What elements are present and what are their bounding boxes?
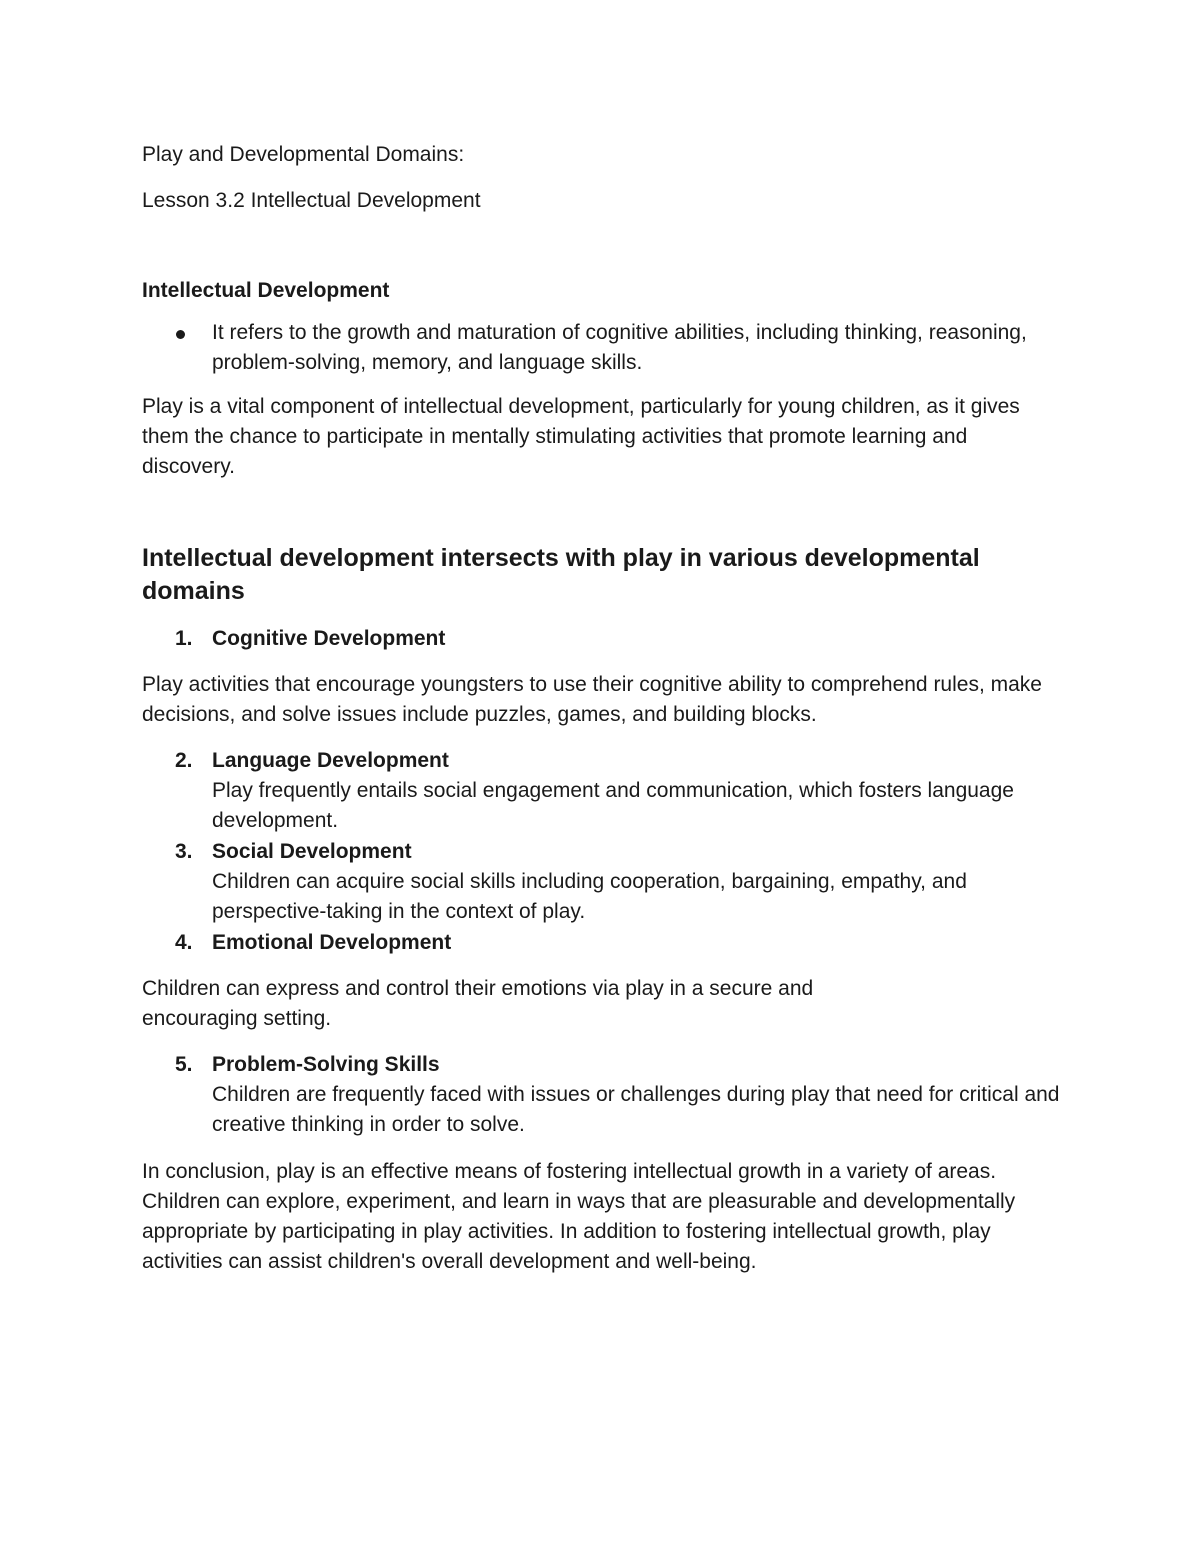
- cognitive-paragraph: Play activities that encourage youngsters to use their cognitive ability to comprehend rules, make decisions, and solve issues include puzzles, games, and building blocks.: [142, 673, 1042, 726]
- item-title: Problem-Solving Skills: [212, 1053, 440, 1076]
- conclusion-paragraph: In conclusion, play is an effective means of fostering intellectual growth in a variety of areas. Children can explore, experiment, and learn in ways that are pleasurable and developmentally appropriate by participating in play activities. In addition to fostering intellectual growth, play activities can assist children's overall development and well-being.: [142, 1160, 1016, 1273]
- list-item-social: [142, 837, 1062, 927]
- item-title: Emotional Development: [212, 931, 452, 954]
- domains-heading: Intellectual development intersects with play in various developmental domains: [142, 544, 980, 605]
- document-title: Play and Developmental Domains:: [142, 143, 465, 166]
- item-title: Language Development: [212, 749, 449, 772]
- list-number: 5.: [175, 1053, 193, 1076]
- definition-list: [142, 318, 1062, 378]
- list-item-emotional: [142, 928, 1062, 958]
- item-title: Social Development: [212, 840, 412, 863]
- item-title: Cognitive Development: [212, 627, 446, 650]
- list-item-language: [142, 746, 1062, 836]
- list-number: 4.: [175, 931, 193, 954]
- list-item-problem-solving: [142, 1050, 1062, 1140]
- item-text: Children can acquire social skills including cooperation, bargaining, empathy, and perspective-taking in the context of play.: [212, 870, 967, 923]
- section-heading: Intellectual Development: [142, 279, 390, 302]
- document-page: [142, 140, 1062, 1277]
- list-item: [142, 318, 1062, 378]
- list-number: 3.: [175, 840, 193, 863]
- list-number: 2.: [175, 749, 193, 772]
- intro-paragraph: Play is a vital component of intellectual development, particularly for young children, as it gives them the chance to participate in mentally stimulating activities that promote learning and discovery.: [142, 395, 1020, 478]
- list-number: 1.: [175, 627, 193, 650]
- lesson-subtitle: Lesson 3.2 Intellectual Development: [142, 189, 481, 212]
- list-item-cognitive: [142, 624, 1062, 654]
- bullet-icon: [176, 330, 185, 339]
- definition-text: It refers to the growth and maturation of cognitive abilities, including thinking, reasoning, problem-solving, memory, and language skills.: [212, 321, 1027, 374]
- item-text: Play frequently entails social engagement and communication, which fosters language development.: [212, 779, 1014, 832]
- emotional-paragraph: Children can express and control their emotions via play in a secure and encouraging setting.: [142, 977, 814, 1030]
- item-text: Children are frequently faced with issues or challenges during play that need for critical and creative thinking in order to solve.: [212, 1083, 1060, 1136]
